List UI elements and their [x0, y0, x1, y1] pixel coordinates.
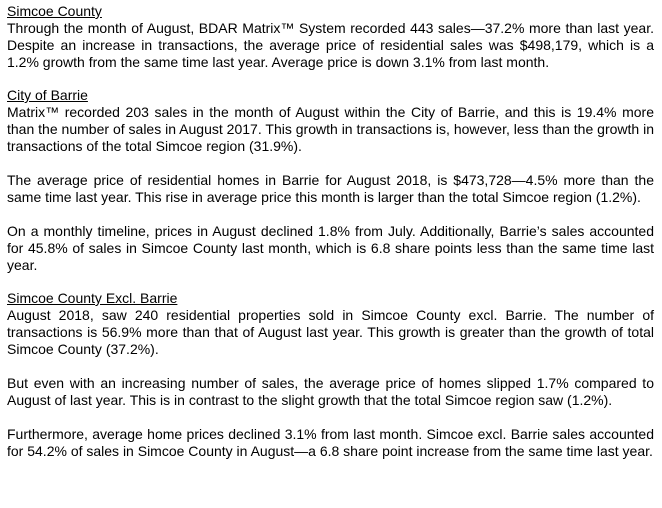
spacer — [7, 274, 654, 290]
spacer — [7, 155, 654, 172]
spacer — [7, 358, 654, 375]
section-city-of-barrie — [7, 87, 654, 274]
spacer — [7, 206, 654, 223]
paragraph: August 2018, saw 240 residential properties sold in Simcoe County excl. Barrie. The number of transactions is 56.9% more than that of August last year. This growth is greater than the growth of total Simcoe County (37.2%). — [7, 307, 654, 357]
spacer — [7, 409, 654, 426]
paragraph: The average price of residential homes in Barrie for August 2018, is $473,728—4.5% more than the same time last year. This rise in average price this month is larger than the total Simcoe region (1.2%). — [7, 172, 654, 205]
paragraph: But even with an increasing number of sales, the average price of homes slipped 1.7% compared to August of last year. This is in contrast to the slight growth that the total Simcoe region saw (1.2%). — [7, 375, 654, 408]
section-heading: Simcoe County — [7, 3, 102, 19]
section-heading: Simcoe County Excl. Barrie — [7, 290, 178, 306]
section-simcoe-excl-barrie — [7, 290, 654, 460]
paragraph: Through the month of August, BDAR Matrix™ System recorded 443 sales—37.2% more than last year. Despite an increase in transactions, the average price of residential sales was $498,179, which is a 1.2% growth from the same time last year. Average price is down 3.1% from last month. — [7, 20, 654, 70]
spacer — [7, 71, 654, 87]
paragraph: Matrix™ recorded 203 sales in the month of August within the City of Barrie, and this is 19.4% more than the number of sales in August 2017. This growth in transactions is, however, less than the growth in transactions of the total Simcoe region (31.9%). — [7, 104, 654, 154]
paragraph: On a monthly timeline, prices in August declined 1.8% from July. Additionally, Barrie’s sales accounted for 45.8% of sales in Simcoe County last month, which is 6.8 share points less than the same time last year. — [7, 223, 654, 273]
section-simcoe-county — [7, 3, 654, 71]
section-heading: City of Barrie — [7, 87, 88, 103]
paragraph: Furthermore, average home prices declined 3.1% from last month. Simcoe excl. Barrie sales accounted for 54.2% of sales in Simcoe County in August—a 6.8 share point increase from the same time last year. — [7, 426, 654, 459]
